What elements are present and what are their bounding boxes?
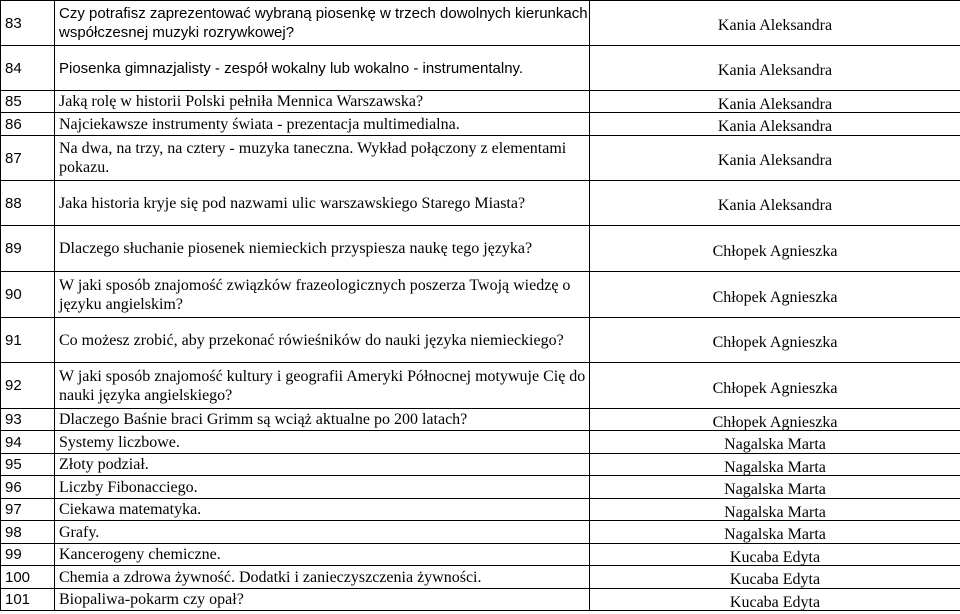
topic-title: Najciekawsze instrumenty świata - prezentacja multimedialna. [55, 113, 590, 136]
row-number: 101 [1, 589, 55, 611]
table-row [1, 589, 960, 611]
teacher-name: Kania Aleksandra [590, 136, 960, 181]
row-number: 89 [1, 226, 55, 272]
topic-title: Dlaczego słuchanie piosenek niemieckich przyspiesza naukę tego języka? [55, 226, 590, 272]
topic-title: Systemy liczbowe. [55, 431, 590, 454]
teacher-name: Kania Aleksandra [590, 1, 960, 46]
topic-title: Co możesz zrobić, aby przekonać rówieśników do nauki języka niemieckiego? [55, 318, 590, 363]
topic-title: W jaki sposób znajomość związków frazeologicznych poszerza Twoją wiedzę o języku angielskim? [55, 272, 590, 318]
topic-title: W jaki sposób znajomość kultury i geografii Ameryki Północnej motywuje Cię do nauki języka angielskiego? [55, 363, 590, 409]
table-row [1, 409, 960, 431]
table-row [1, 499, 960, 521]
teacher-name: Nagalska Marta [590, 431, 960, 454]
row-number: 87 [1, 136, 55, 181]
teacher-name: Kania Aleksandra [590, 113, 960, 136]
teacher-name: Chłopek Agnieszka [590, 226, 960, 272]
topic-title: Na dwa, na trzy, na cztery - muzyka taneczna. Wykład połączony z elementami pokazu. [55, 136, 590, 181]
topic-title: Jaką rolę w historii Polski pełniła Mennica Warszawska? [55, 91, 590, 113]
topic-title: Złoty podział. [55, 454, 590, 476]
table-row [1, 454, 960, 476]
table-row [1, 431, 960, 454]
row-number: 83 [1, 1, 55, 46]
teacher-name: Kania Aleksandra [590, 91, 960, 113]
teacher-name: Nagalska Marta [590, 476, 960, 499]
row-number: 100 [1, 566, 55, 589]
row-number: 85 [1, 91, 55, 113]
teacher-name: Chłopek Agnieszka [590, 318, 960, 363]
row-number: 95 [1, 454, 55, 476]
table-row [1, 91, 960, 113]
topic-title: Piosenka gimnazjalisty - zespół wokalny lub wokalno - instrumentalny. [55, 46, 590, 91]
table-row [1, 318, 960, 363]
table-row [1, 46, 960, 91]
table-row [1, 181, 960, 226]
teacher-name: Kucaba Edyta [590, 544, 960, 566]
table-row [1, 476, 960, 499]
row-number: 92 [1, 363, 55, 409]
row-number: 91 [1, 318, 55, 363]
teacher-name: Nagalska Marta [590, 521, 960, 544]
topic-title: Liczby Fibonacciego. [55, 476, 590, 499]
table-row [1, 566, 960, 589]
row-number: 97 [1, 499, 55, 521]
row-number: 90 [1, 272, 55, 318]
topic-title: Jaka historia kryje się pod nazwami ulic warszawskiego Starego Miasta? [55, 181, 590, 226]
table-row [1, 1, 960, 46]
teacher-name: Chłopek Agnieszka [590, 272, 960, 318]
table-row [1, 226, 960, 272]
topic-title: Dlaczego Baśnie braci Grimm są wciąż aktualne po 200 latach? [55, 409, 590, 431]
topic-title: Ciekawa matematyka. [55, 499, 590, 521]
topic-title: Kancerogeny chemiczne. [55, 544, 590, 566]
teacher-name: Kucaba Edyta [590, 566, 960, 589]
row-number: 93 [1, 409, 55, 431]
teacher-name: Kania Aleksandra [590, 46, 960, 91]
table-row [1, 363, 960, 409]
row-number: 88 [1, 181, 55, 226]
table-row [1, 113, 960, 136]
topic-title: Grafy. [55, 521, 590, 544]
row-number: 86 [1, 113, 55, 136]
teacher-name: Kania Aleksandra [590, 181, 960, 226]
row-number: 99 [1, 544, 55, 566]
row-number: 94 [1, 431, 55, 454]
table-row [1, 136, 960, 181]
topic-title: Biopaliwa-pokarm czy opał? [55, 589, 590, 611]
row-number: 84 [1, 46, 55, 91]
teacher-name: Chłopek Agnieszka [590, 409, 960, 431]
teacher-name: Nagalska Marta [590, 454, 960, 476]
topic-title: Chemia a zdrowa żywność. Dodatki i zanieczyszczenia żywności. [55, 566, 590, 589]
row-number: 98 [1, 521, 55, 544]
teacher-name: Chłopek Agnieszka [590, 363, 960, 409]
teacher-name: Nagalska Marta [590, 499, 960, 521]
topic-title: Czy potrafisz zaprezentować wybraną piosenkę w trzech dowolnych kierunkach współczesnej muzyki rozrywkowej? [55, 1, 590, 46]
table-row [1, 544, 960, 566]
table-row [1, 272, 960, 318]
teacher-name: Kucaba Edyta [590, 589, 960, 611]
table-row [1, 521, 960, 544]
row-number: 96 [1, 476, 55, 499]
